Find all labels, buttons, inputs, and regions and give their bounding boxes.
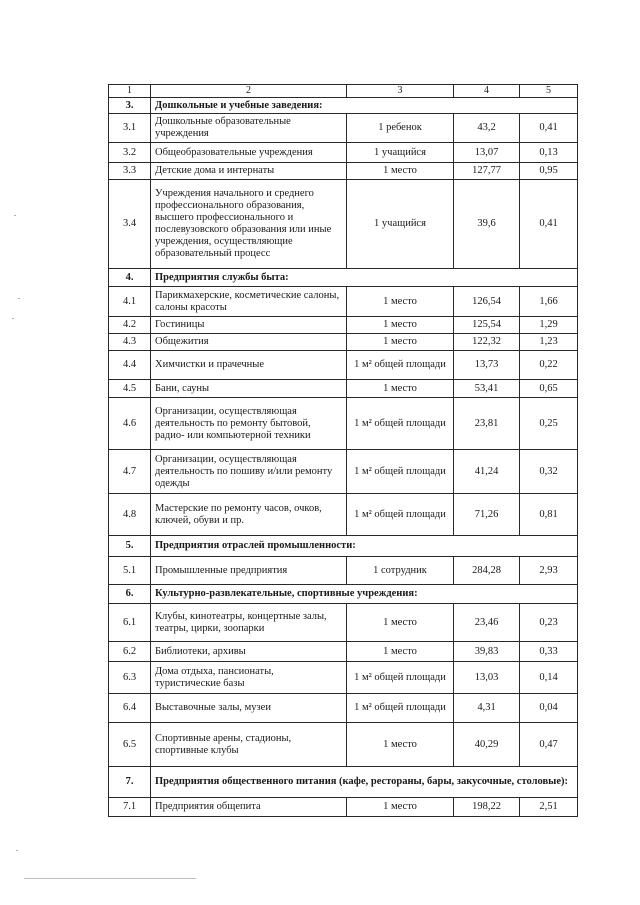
section-title: Предприятия службы быта: — [151, 269, 578, 287]
section-row — [109, 767, 578, 798]
item-unit: 1 место — [347, 380, 454, 398]
item-value-2: 0,65 — [520, 380, 578, 398]
table-row — [109, 380, 578, 398]
norms-table-body — [109, 85, 578, 817]
section-title: Дошкольные и учебные заведения: — [151, 98, 578, 114]
item-number: 4.5 — [109, 380, 151, 398]
column-number: 2 — [151, 85, 347, 98]
column-number: 4 — [454, 85, 520, 98]
item-name: Химчистки и прачечные — [151, 351, 347, 380]
item-number: 4.3 — [109, 334, 151, 351]
item-number: 3.2 — [109, 143, 151, 163]
item-name: Парикмахерские, косметические салоны, салоны красоты — [151, 287, 347, 317]
item-value-2: 0,81 — [520, 494, 578, 536]
table-row — [109, 114, 578, 143]
item-number: 4.7 — [109, 450, 151, 494]
item-number: 4.8 — [109, 494, 151, 536]
item-value-1: 13,07 — [454, 143, 520, 163]
section-number: 3. — [109, 98, 151, 114]
table-row — [109, 163, 578, 180]
item-value-1: 284,28 — [454, 557, 520, 585]
table-row — [109, 723, 578, 767]
item-name: Бани, сауны — [151, 380, 347, 398]
section-row — [109, 585, 578, 604]
section-title: Предприятия общественного питания (кафе, рестораны, бары, закусочные, столовые): — [151, 767, 578, 798]
item-unit: 1 место — [347, 334, 454, 351]
scan-edge-line — [24, 878, 196, 879]
item-number: 4.6 — [109, 398, 151, 450]
item-unit: 1 м² общей площади — [347, 494, 454, 536]
item-unit: 1 место — [347, 163, 454, 180]
item-number: 5.1 — [109, 557, 151, 585]
item-number: 6.1 — [109, 604, 151, 642]
table-row — [109, 398, 578, 450]
item-value-1: 4,31 — [454, 694, 520, 723]
table-row — [109, 694, 578, 723]
item-value-2: 0,41 — [520, 180, 578, 269]
scan-speck — [16, 850, 18, 851]
item-value-2: 0,25 — [520, 398, 578, 450]
item-number: 7.1 — [109, 798, 151, 817]
column-number: 5 — [520, 85, 578, 98]
table-row — [109, 604, 578, 642]
norms-table — [108, 84, 578, 817]
table-row — [109, 334, 578, 351]
item-name: Дома отдыха, пансионаты, туристические базы — [151, 662, 347, 694]
table-row — [109, 143, 578, 163]
scan-speck — [14, 215, 16, 216]
item-name: Мастерские по ремонту часов, очков, ключей, обуви и пр. — [151, 494, 347, 536]
section-number: 5. — [109, 536, 151, 557]
item-number: 3.4 — [109, 180, 151, 269]
item-name: Дошкольные образовательные учреждения — [151, 114, 347, 143]
item-value-2: 1,29 — [520, 317, 578, 334]
item-value-1: 122,32 — [454, 334, 520, 351]
item-number: 6.5 — [109, 723, 151, 767]
item-name: Организации, осуществляющая деятельность по пошиву и/или ремонту одежды — [151, 450, 347, 494]
table-row — [109, 287, 578, 317]
item-unit: 1 м² общей площади — [347, 398, 454, 450]
item-value-1: 127,77 — [454, 163, 520, 180]
item-name: Спортивные арены, стадионы, спортивные клубы — [151, 723, 347, 767]
table-row — [109, 642, 578, 662]
item-value-1: 43,2 — [454, 114, 520, 143]
item-name: Учреждения начального и среднего профессионального образования, высшего профессионального и послевузовского образования или иные учреждения, осуществляющие образовательный процесс — [151, 180, 347, 269]
item-value-2: 0,04 — [520, 694, 578, 723]
item-value-1: 13,03 — [454, 662, 520, 694]
item-value-2: 0,41 — [520, 114, 578, 143]
item-unit: 1 м² общей площади — [347, 351, 454, 380]
section-row — [109, 536, 578, 557]
section-number: 6. — [109, 585, 151, 604]
item-number: 6.2 — [109, 642, 151, 662]
item-value-2: 0,13 — [520, 143, 578, 163]
item-value-1: 23,81 — [454, 398, 520, 450]
table-row — [109, 351, 578, 380]
item-value-1: 23,46 — [454, 604, 520, 642]
item-value-1: 71,26 — [454, 494, 520, 536]
item-unit: 1 место — [347, 723, 454, 767]
scan-speck — [18, 298, 20, 299]
item-value-1: 125,54 — [454, 317, 520, 334]
item-unit: 1 учащийся — [347, 180, 454, 269]
item-unit: 1 учащийся — [347, 143, 454, 163]
item-value-2: 2,51 — [520, 798, 578, 817]
item-value-1: 39,83 — [454, 642, 520, 662]
item-value-2: 0,47 — [520, 723, 578, 767]
item-unit: 1 м² общей площади — [347, 450, 454, 494]
item-unit: 1 место — [347, 604, 454, 642]
item-unit: 1 место — [347, 798, 454, 817]
item-number: 4.4 — [109, 351, 151, 380]
item-unit: 1 ребенок — [347, 114, 454, 143]
item-name: Выставочные залы, музеи — [151, 694, 347, 723]
column-number: 3 — [347, 85, 454, 98]
section-number: 7. — [109, 767, 151, 798]
item-number: 6.4 — [109, 694, 151, 723]
section-number: 4. — [109, 269, 151, 287]
table-row — [109, 317, 578, 334]
item-unit: 1 место — [347, 642, 454, 662]
item-number: 4.1 — [109, 287, 151, 317]
item-name: Гостиницы — [151, 317, 347, 334]
item-value-2: 2,93 — [520, 557, 578, 585]
item-value-2: 0,14 — [520, 662, 578, 694]
column-number: 1 — [109, 85, 151, 98]
table-row — [109, 557, 578, 585]
section-title: Предприятия отраслей промышленности: — [151, 536, 578, 557]
section-title: Культурно-развлекательные, спортивные учреждения: — [151, 585, 578, 604]
item-name: Предприятия общепита — [151, 798, 347, 817]
table-row — [109, 180, 578, 269]
section-row — [109, 269, 578, 287]
item-name: Общежития — [151, 334, 347, 351]
item-unit: 1 м² общей площади — [347, 662, 454, 694]
item-name: Клубы, кинотеатры, концертные залы, театры, цирки, зоопарки — [151, 604, 347, 642]
item-unit: 1 место — [347, 287, 454, 317]
item-number: 4.2 — [109, 317, 151, 334]
item-name: Детские дома и интернаты — [151, 163, 347, 180]
column-number-row — [109, 85, 578, 98]
item-value-1: 39,6 — [454, 180, 520, 269]
item-name: Библиотеки, архивы — [151, 642, 347, 662]
item-name: Организации, осуществляющая деятельность по ремонту бытовой, радио- или компьютерной техники — [151, 398, 347, 450]
section-row — [109, 98, 578, 114]
item-value-1: 53,41 — [454, 380, 520, 398]
item-value-1: 13,73 — [454, 351, 520, 380]
item-value-1: 126,54 — [454, 287, 520, 317]
item-value-2: 1,66 — [520, 287, 578, 317]
item-value-2: 0,33 — [520, 642, 578, 662]
table-row — [109, 798, 578, 817]
item-unit: 1 сотрудник — [347, 557, 454, 585]
table-row — [109, 662, 578, 694]
scan-speck — [12, 318, 14, 319]
item-value-2: 1,23 — [520, 334, 578, 351]
item-value-2: 0,32 — [520, 450, 578, 494]
item-number: 3.3 — [109, 163, 151, 180]
item-name: Общеобразовательные учреждения — [151, 143, 347, 163]
table-row — [109, 450, 578, 494]
item-name: Промышленные предприятия — [151, 557, 347, 585]
item-unit: 1 место — [347, 317, 454, 334]
item-value-1: 40,29 — [454, 723, 520, 767]
table-row — [109, 494, 578, 536]
item-number: 6.3 — [109, 662, 151, 694]
item-value-2: 0,22 — [520, 351, 578, 380]
item-unit: 1 м² общей площади — [347, 694, 454, 723]
item-number: 3.1 — [109, 114, 151, 143]
item-value-2: 0,23 — [520, 604, 578, 642]
item-value-2: 0,95 — [520, 163, 578, 180]
item-value-1: 198,22 — [454, 798, 520, 817]
item-value-1: 41,24 — [454, 450, 520, 494]
